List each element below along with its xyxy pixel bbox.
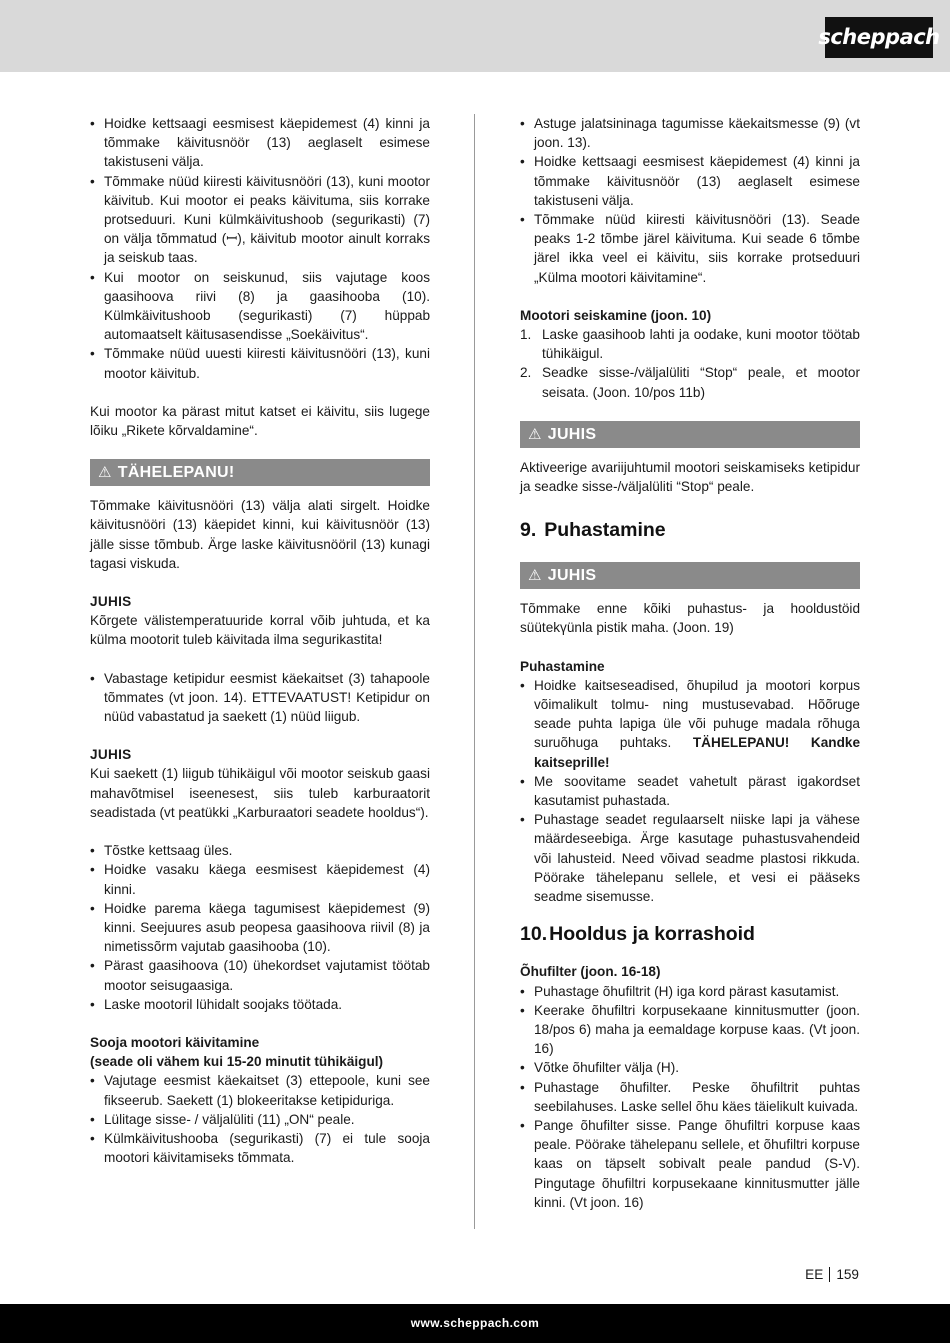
note-title: JUHIS (90, 594, 132, 610)
list-item: • Tõstke kettsaag üles. (90, 841, 430, 860)
list-item: • Hoidke kaitseseadised, õhupilud ja mootori korpus võimalikult tolmu- ning mustusevabad. Hõõruge seade puhta lapiga üle või puhuge madala rõhuga suruõhuga puhtaks. TÄHELEPANU! Kandke kaitseprille! (520, 676, 860, 772)
section-heading: 10. Hooldus ja korrashoid (520, 923, 755, 946)
section-heading: 9. Puhastamine (520, 519, 666, 542)
page-number-value: 159 (836, 1267, 859, 1282)
header-bar (0, 0, 950, 72)
list-item: • Puhastage õhufiltrit (H) iga kord pärast kasutamist. (520, 982, 860, 1001)
list-item: • Vabastage ketipidur eesmist käekaitset (3) tahapoole tõmmates (vt joon. 14). ETTEVAATUST! Ketipidur on nüüd vabastatud ja saekett (1) nüüd liigub. (90, 669, 430, 727)
subheading: Õhufilter (joon. 16-18) (520, 964, 661, 980)
column-divider (474, 114, 475, 1229)
subheading: Mootori seiskamine (joon. 10) (520, 307, 712, 323)
list-item: • Vajutage eesmist käekaitset (3) ettepoole, kuni see fikseerub. Saekett (1) blokeeritakse ketipiduriga. (90, 1071, 430, 1109)
list-item: • Külmkäivitushooba (segurikasti) (7) ei tule sooja mootori käivitamiseks tõmmata. (90, 1129, 430, 1167)
footer-bar (0, 1304, 950, 1343)
list-item: • Hoidke parema käega tagumisest käepidemest (9) kinni. Seejuures asub peopesa gaasihoova riivil (8) ja nimetissõrm vajutab gaasihooba (10). (90, 899, 430, 957)
list-item: • Lülitage sisse- / väljalüliti (11) „ON“ peale. (90, 1110, 430, 1129)
step-number: 1. (520, 327, 532, 343)
note-text: Tõmmake enne kõiki puhastus- ja hooldustöid süütekүünla pistik maha. (Joon. 19) (520, 601, 860, 636)
footer-url[interactable]: www.scheppach.com (410, 1315, 540, 1330)
list-item: • Tõmmake nüüd uuesti kiiresti käivitusnööri (13), kuni mootor käivitub. (90, 344, 430, 382)
brand-logo: scheppach (825, 17, 933, 58)
list-item: • Tõmmake nüüd kiiresti käivitusnööri (13). Seade peaks 1-2 tõmbe järel käivituma. Kui seade 6 tõmbe järel ikka veel ei käivitu, siis korrake protseduuri „Külma mootori käivitamine“. (520, 210, 860, 287)
list-item: • Hoidke kettsaagi eesmisest käepidemest (4) kinni ja tõmmake käivitusnöör (13) aeglaselt esimese takistuseni välja. (520, 152, 860, 210)
warning-icon: ⚠ (98, 464, 112, 482)
step-text: Laske gaasihoob lahti ja oodake, kuni mootor töötab tühikäigul. (542, 327, 860, 362)
warning-banner (90, 459, 430, 486)
list-item: • Pange õhufilter sisse. Pange õhufiltri korpuse kaas peale. Pöörake tähelepanu sellele, et õhufiltri korpuse kaas on täpselt sobivalt peale pandud (S-V). Pingutage õhufiltri korpusekaane kinnitusmutter jälle kinni. (Vt joon. 16) (520, 1116, 860, 1212)
list-item: • Tõmmake nüüd kiiresti käivitusnööri (13), kuni mootor käivitub. Kui mootor ei peaks käivituma, siis korrake protseduuri. Kuni külmkäivitushoob (segurikasti) (7) on välja tõmmatud (ꟷ), käivitub mootor ainult korraks ja seiskub taas. (90, 172, 430, 268)
note-banner-title: JUHIS (547, 425, 597, 443)
warning-icon: ⚠ (528, 425, 542, 443)
subheading: Puhastamine (520, 658, 605, 674)
subheading: Sooja mootori käivitamine (90, 1034, 260, 1050)
step-text: Seadke sisse-/väljalüliti “Stop“ peale, et mootor seisata. (Joon. 10/pos 11b) (542, 365, 860, 400)
list-item (520, 363, 860, 401)
cleaning-list (520, 676, 860, 906)
cold-start-list (520, 114, 860, 287)
note-banner (520, 562, 860, 589)
list-item: • Laske mootoril lühidalt soojaks töötada. (90, 995, 430, 1014)
warning-title: TÄHELEPANU! (117, 464, 235, 482)
right-column (520, 114, 860, 1212)
list-item (520, 325, 860, 363)
air-filter-list (520, 982, 860, 1212)
list-item: • Hoidke vasaku käega eesmisest käepidemest (4) kinni. (90, 860, 430, 898)
warm-start-list (90, 1071, 430, 1167)
note-text: Kõrgete välistemperatuuride korral võib juhtuda, et ka külma mootorit tuleb käivitada ilma segurikastita! (90, 613, 430, 648)
list-item: • Astuge jalatsininaga tagumisse käekaitsmesse (9) (vt joon. 13). (520, 114, 860, 152)
note-text: Aktiveerige avariijuhtumil mootori seiskamiseks ketipidur ja seadke sisse-/väljalüliti “Stop“ peale. (520, 459, 860, 495)
handling-list (90, 841, 430, 1014)
list-item: • Hoidke kettsaagi eesmisest käepidemest (4) kinni ja tõmmake käivitusnöör (13) aeglaselt esimese takistuseni välja. (90, 114, 430, 172)
note-title: JUHIS (90, 747, 132, 763)
list-item: • Võtke õhufilter välja (H). (520, 1058, 860, 1077)
list-item: • Me soovitame seadet vahetult pärast igakordset kasutamist puhastada. (520, 772, 860, 810)
list-item: • Pärast gaasihoova (10) ühekordset vajutamist töötab mootor seisugaasiga. (90, 956, 430, 994)
page-number (805, 1265, 859, 1284)
list-item: • Keerake õhufiltri korpusekaane kinnitusmutter (joon. 18/pos 6) maha ja eemaldage korpuse kaas. (Vt joon. 16) (520, 1001, 860, 1059)
note-text: Kui saekett (1) liigub tühikäigul või mootor seiskub gaasi mahavõtmisel iseenesest, siis tuleb karburaatorit seadistada (vt peatükki „Karburaatori seadete hooldus“). (90, 766, 430, 820)
start-steps-list (90, 114, 430, 383)
retry-paragraph: Kui mootor ka pärast mitut katset ei käivitu, siis lugege lõiku „Rikete kõrvaldamine“. (90, 403, 430, 439)
list-item: • Puhastage seadet regulaarselt niiske lapi ja vähese määrdeseebiga. Ärge kasutage puhastusvahendeid või lahusteid. Need võivad seadme plastosi rikkuda. Pöörake tähelepanu sellele, et vesi ei pääseks seadme sisemusse. (520, 810, 860, 906)
left-column (90, 114, 430, 1167)
chain-brake-list (90, 669, 430, 727)
note-banner-title: JUHIS (547, 567, 597, 585)
warning-text: Tõmmake käivitusnööri (13) välja alati sirgelt. Hoidke käivitusnööri (13) käepidet kinni, kui käivitusnöör (13) jälle sisse tõmbub. Ärge laske käivitusnööril (13) kunagi tagasi viskuda. (90, 498, 430, 571)
step-number: 2. (520, 365, 532, 381)
stop-steps-list (520, 325, 860, 402)
subheading: (seade oli vähem kui 15-20 minutit tühikäigul) (90, 1054, 384, 1070)
list-item: • Kui mootor on seiskunud, siis vajutage koos gaasihoova riivi (8) ja gaasihooba (10). Külmkäivitushoob (segurikasti) (7) hüppab automaatselt käitusasendisse „Soekäivitus“. (90, 268, 430, 345)
warning-icon: ⚠ (528, 567, 542, 585)
list-item: • Puhastage õhufilter. Peske õhufiltrit puhtas seebilahuses. Laske sellel õhu käes täielikult kuivada. (520, 1078, 860, 1116)
note-banner (520, 421, 860, 448)
language-code: EE (805, 1267, 824, 1282)
